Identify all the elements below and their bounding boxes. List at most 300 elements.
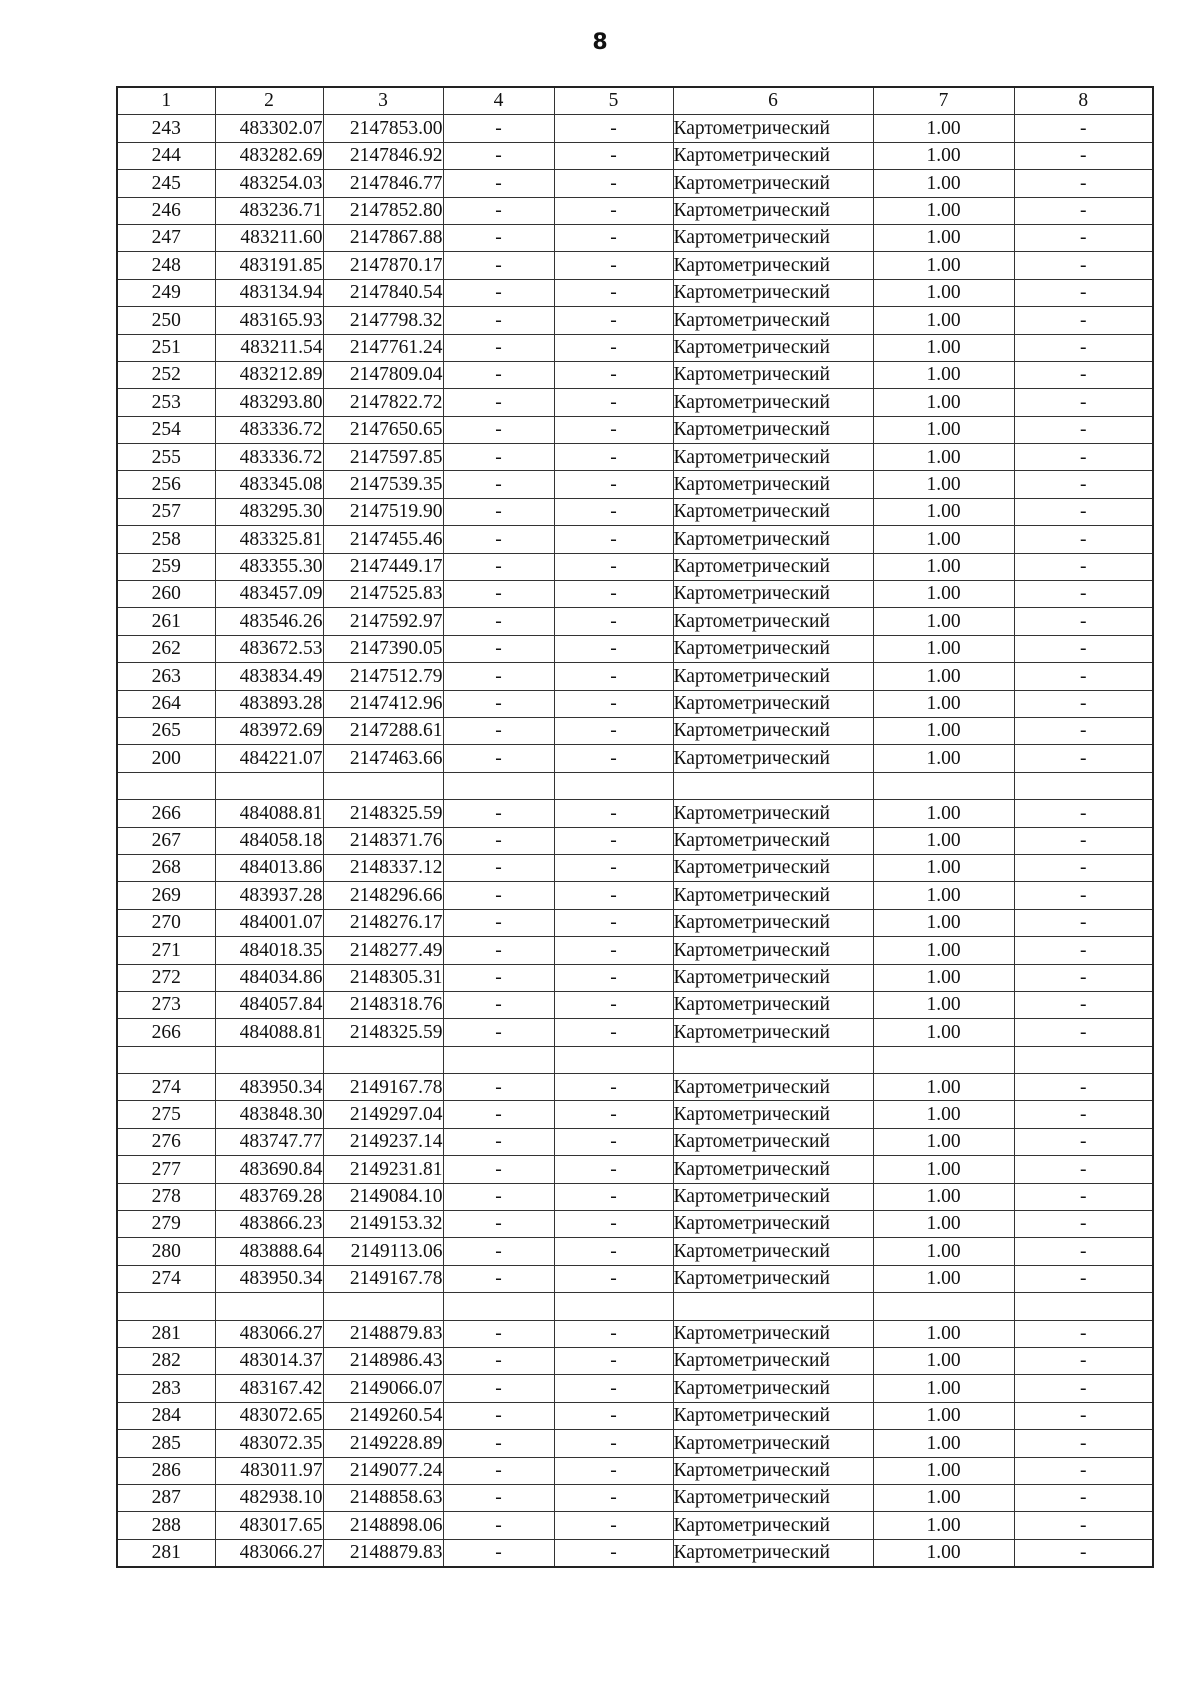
col4-cell: - [443, 800, 554, 827]
point-number-cell: 257 [117, 498, 215, 525]
method-cell: Картометрический [673, 1019, 873, 1046]
col8-cell: - [1014, 416, 1153, 443]
y-coordinate-cell: 2147867.88 [323, 224, 443, 251]
table-row [117, 1347, 1153, 1374]
point-number-cell: 250 [117, 307, 215, 334]
col5-cell: - [554, 690, 673, 717]
method-cell: Картометрический [673, 1402, 873, 1429]
col8-cell: - [1014, 964, 1153, 991]
table-row [117, 197, 1153, 224]
y-coordinate-cell: 2148337.12 [323, 854, 443, 881]
y-coordinate-cell: 2149297.04 [323, 1101, 443, 1128]
col8-cell: - [1014, 1074, 1153, 1101]
point-number-cell: 200 [117, 745, 215, 772]
table-row [117, 1265, 1153, 1292]
accuracy-cell: 1.00 [873, 745, 1014, 772]
col5-cell: - [554, 1183, 673, 1210]
col5-cell: - [554, 1375, 673, 1402]
col8-cell [1014, 772, 1153, 799]
point-number-cell: 258 [117, 526, 215, 553]
method-cell: Картометрический [673, 142, 873, 169]
accuracy-cell: 1.00 [873, 361, 1014, 388]
method-cell: Картометрический [673, 882, 873, 909]
col8-cell: - [1014, 1347, 1153, 1374]
y-coordinate-cell: 2148296.66 [323, 882, 443, 909]
col4-cell: - [443, 1402, 554, 1429]
col4-cell: - [443, 389, 554, 416]
col4-cell: - [443, 224, 554, 251]
accuracy-cell: 1.00 [873, 471, 1014, 498]
x-coordinate-cell: 483747.77 [215, 1128, 323, 1155]
method-cell: Картометрический [673, 224, 873, 251]
col5-cell: - [554, 142, 673, 169]
col8-cell: - [1014, 581, 1153, 608]
col4-cell: - [443, 964, 554, 991]
x-coordinate-cell: 483336.72 [215, 416, 323, 443]
col8-cell: - [1014, 663, 1153, 690]
method-cell: Картометрический [673, 1156, 873, 1183]
col5-cell: - [554, 389, 673, 416]
y-coordinate-cell: 2147761.24 [323, 334, 443, 361]
table-row [117, 909, 1153, 936]
col5-cell: - [554, 800, 673, 827]
x-coordinate-cell: 484034.86 [215, 964, 323, 991]
col8-cell: - [1014, 800, 1153, 827]
method-cell: Картометрический [673, 334, 873, 361]
col8-cell: - [1014, 1484, 1153, 1511]
col8-cell: - [1014, 307, 1153, 334]
x-coordinate-cell: 483072.35 [215, 1430, 323, 1457]
point-number-cell: 281 [117, 1320, 215, 1347]
point-number-cell: 274 [117, 1265, 215, 1292]
y-coordinate-cell: 2147412.96 [323, 690, 443, 717]
col5-cell: - [554, 444, 673, 471]
accuracy-cell: 1.00 [873, 1512, 1014, 1539]
y-coordinate-cell: 2147288.61 [323, 717, 443, 744]
accuracy-cell: 1.00 [873, 553, 1014, 580]
table-row [117, 882, 1153, 909]
col4-cell: - [443, 553, 554, 580]
col4-cell: - [443, 663, 554, 690]
x-coordinate-cell: 483893.28 [215, 690, 323, 717]
x-coordinate-cell: 483972.69 [215, 717, 323, 744]
col4-cell: - [443, 745, 554, 772]
col4-cell: - [443, 115, 554, 142]
method-cell: Картометрический [673, 1347, 873, 1374]
method-cell: Картометрический [673, 471, 873, 498]
table-row [117, 1375, 1153, 1402]
table-row [117, 1156, 1153, 1183]
col8-cell: - [1014, 937, 1153, 964]
col4-cell: - [443, 991, 554, 1018]
col8-cell: - [1014, 1101, 1153, 1128]
y-coordinate-cell: 2148858.63 [323, 1484, 443, 1511]
col8-cell: - [1014, 1457, 1153, 1484]
accuracy-cell [873, 1046, 1014, 1073]
table-row [117, 1484, 1153, 1511]
table-row [117, 690, 1153, 717]
x-coordinate-cell: 483888.64 [215, 1238, 323, 1265]
accuracy-cell: 1.00 [873, 1457, 1014, 1484]
y-coordinate-cell: 2149237.14 [323, 1128, 443, 1155]
method-cell: Картометрический [673, 581, 873, 608]
col8-cell: - [1014, 1238, 1153, 1265]
x-coordinate-cell: 483336.72 [215, 444, 323, 471]
col4-cell: - [443, 690, 554, 717]
method-cell: Картометрический [673, 526, 873, 553]
col8-cell: - [1014, 882, 1153, 909]
accuracy-cell: 1.00 [873, 608, 1014, 635]
point-number-cell: 264 [117, 690, 215, 717]
col8-cell: - [1014, 909, 1153, 936]
x-coordinate-cell: 483212.89 [215, 361, 323, 388]
y-coordinate-cell: 2147519.90 [323, 498, 443, 525]
col5-cell: - [554, 416, 673, 443]
method-cell: Картометрический [673, 608, 873, 635]
accuracy-cell: 1.00 [873, 827, 1014, 854]
point-number-cell: 271 [117, 937, 215, 964]
y-coordinate-cell: 2147455.46 [323, 526, 443, 553]
column-header: 4 [443, 87, 554, 115]
col5-cell: - [554, 991, 673, 1018]
col4-cell: - [443, 1128, 554, 1155]
method-cell: Картометрический [673, 389, 873, 416]
col8-cell: - [1014, 1019, 1153, 1046]
method-cell: Картометрический [673, 1430, 873, 1457]
table-row [117, 581, 1153, 608]
column-header: 8 [1014, 87, 1153, 115]
table-row [117, 1457, 1153, 1484]
point-number-cell: 245 [117, 170, 215, 197]
point-number-cell: 262 [117, 635, 215, 662]
x-coordinate-cell: 483072.65 [215, 1402, 323, 1429]
y-coordinate-cell: 2149260.54 [323, 1402, 443, 1429]
point-number-cell: 249 [117, 279, 215, 306]
x-coordinate-cell: 483866.23 [215, 1211, 323, 1238]
x-coordinate-cell: 483345.08 [215, 471, 323, 498]
column-header: 7 [873, 87, 1014, 115]
table-row [117, 1402, 1153, 1429]
x-coordinate-cell: 483834.49 [215, 663, 323, 690]
col8-cell: - [1014, 1128, 1153, 1155]
y-coordinate-cell [323, 1046, 443, 1073]
accuracy-cell: 1.00 [873, 334, 1014, 361]
table-row [117, 142, 1153, 169]
y-coordinate-cell: 2148898.06 [323, 1512, 443, 1539]
accuracy-cell: 1.00 [873, 882, 1014, 909]
col5-cell [554, 772, 673, 799]
col8-cell: - [1014, 991, 1153, 1018]
method-cell: Картометрический [673, 663, 873, 690]
x-coordinate-cell: 483134.94 [215, 279, 323, 306]
point-number-cell: 259 [117, 553, 215, 580]
table-row [117, 1238, 1153, 1265]
y-coordinate-cell: 2148879.83 [323, 1539, 443, 1567]
col4-cell: - [443, 197, 554, 224]
col5-cell: - [554, 1457, 673, 1484]
col5-cell: - [554, 635, 673, 662]
y-coordinate-cell: 2149167.78 [323, 1265, 443, 1292]
x-coordinate-cell: 483211.54 [215, 334, 323, 361]
point-number-cell: 248 [117, 252, 215, 279]
point-number-cell: 278 [117, 1183, 215, 1210]
y-coordinate-cell: 2147525.83 [323, 581, 443, 608]
method-cell: Картометрический [673, 1484, 873, 1511]
col4-cell: - [443, 1101, 554, 1128]
x-coordinate-cell: 484013.86 [215, 854, 323, 881]
table-row [117, 498, 1153, 525]
y-coordinate-cell: 2147449.17 [323, 553, 443, 580]
col5-cell: - [554, 854, 673, 881]
col8-cell: - [1014, 526, 1153, 553]
col5-cell: - [554, 1074, 673, 1101]
accuracy-cell: 1.00 [873, 416, 1014, 443]
accuracy-cell: 1.00 [873, 1183, 1014, 1210]
col5-cell: - [554, 553, 673, 580]
col8-cell [1014, 1046, 1153, 1073]
y-coordinate-cell: 2147390.05 [323, 635, 443, 662]
header-row [117, 87, 1153, 115]
col5-cell: - [554, 498, 673, 525]
method-cell: Картометрический [673, 991, 873, 1018]
y-coordinate-cell: 2147840.54 [323, 279, 443, 306]
accuracy-cell: 1.00 [873, 717, 1014, 744]
accuracy-cell: 1.00 [873, 1238, 1014, 1265]
point-number-cell: 276 [117, 1128, 215, 1155]
col4-cell: - [443, 1183, 554, 1210]
col5-cell: - [554, 1156, 673, 1183]
y-coordinate-cell: 2148986.43 [323, 1347, 443, 1374]
col8-cell: - [1014, 197, 1153, 224]
table-row [117, 471, 1153, 498]
col5-cell: - [554, 1101, 673, 1128]
column-header: 1 [117, 87, 215, 115]
method-cell: Картометрический [673, 416, 873, 443]
point-number-cell: 287 [117, 1484, 215, 1511]
table-row [117, 1101, 1153, 1128]
point-number-cell: 255 [117, 444, 215, 471]
col4-cell: - [443, 416, 554, 443]
table-row [117, 635, 1153, 662]
y-coordinate-cell: 2148277.49 [323, 937, 443, 964]
y-coordinate-cell: 2147846.77 [323, 170, 443, 197]
table-row [117, 1183, 1153, 1210]
y-coordinate-cell: 2147539.35 [323, 471, 443, 498]
y-coordinate-cell: 2148371.76 [323, 827, 443, 854]
y-coordinate-cell: 2147870.17 [323, 252, 443, 279]
col4-cell [443, 772, 554, 799]
table-row [117, 279, 1153, 306]
x-coordinate-cell: 484088.81 [215, 800, 323, 827]
col4-cell: - [443, 1320, 554, 1347]
y-coordinate-cell: 2147597.85 [323, 444, 443, 471]
x-coordinate-cell: 483293.80 [215, 389, 323, 416]
x-coordinate-cell: 484221.07 [215, 745, 323, 772]
method-cell: Картометрический [673, 197, 873, 224]
col8-cell: - [1014, 1156, 1153, 1183]
y-coordinate-cell: 2148276.17 [323, 909, 443, 936]
x-coordinate-cell: 483282.69 [215, 142, 323, 169]
col8-cell: - [1014, 1402, 1153, 1429]
x-coordinate-cell: 483236.71 [215, 197, 323, 224]
col8-cell: - [1014, 471, 1153, 498]
x-coordinate-cell: 483211.60 [215, 224, 323, 251]
col5-cell: - [554, 663, 673, 690]
accuracy-cell: 1.00 [873, 526, 1014, 553]
x-coordinate-cell: 483950.34 [215, 1265, 323, 1292]
col5-cell: - [554, 1347, 673, 1374]
point-number-cell: 281 [117, 1539, 215, 1567]
x-coordinate-cell: 484088.81 [215, 1019, 323, 1046]
method-cell: Картометрический [673, 909, 873, 936]
col4-cell [443, 1293, 554, 1320]
accuracy-cell: 1.00 [873, 1484, 1014, 1511]
point-number-cell: 282 [117, 1347, 215, 1374]
table-row [117, 827, 1153, 854]
table-row [117, 800, 1153, 827]
col4-cell: - [443, 1484, 554, 1511]
x-coordinate-cell: 483191.85 [215, 252, 323, 279]
col8-cell: - [1014, 334, 1153, 361]
table-row [117, 1430, 1153, 1457]
col5-cell: - [554, 1128, 673, 1155]
point-number-cell: 247 [117, 224, 215, 251]
point-number-cell: 263 [117, 663, 215, 690]
y-coordinate-cell: 2149228.89 [323, 1430, 443, 1457]
table-row [117, 1019, 1153, 1046]
col8-cell: - [1014, 170, 1153, 197]
point-number-cell: 279 [117, 1211, 215, 1238]
method-cell: Картометрический [673, 1128, 873, 1155]
table-row [117, 1074, 1153, 1101]
y-coordinate-cell: 2149231.81 [323, 1156, 443, 1183]
y-coordinate-cell: 2149113.06 [323, 1238, 443, 1265]
x-coordinate-cell: 483672.53 [215, 635, 323, 662]
col5-cell: - [554, 115, 673, 142]
method-cell: Картометрический [673, 1074, 873, 1101]
point-number-cell: 244 [117, 142, 215, 169]
col5-cell: - [554, 334, 673, 361]
accuracy-cell: 1.00 [873, 279, 1014, 306]
col8-cell: - [1014, 1211, 1153, 1238]
point-number-cell: 275 [117, 1101, 215, 1128]
col4-cell: - [443, 827, 554, 854]
col5-cell: - [554, 937, 673, 964]
x-coordinate-cell: 483937.28 [215, 882, 323, 909]
x-coordinate-cell: 483950.34 [215, 1074, 323, 1101]
method-cell: Картометрический [673, 1320, 873, 1347]
point-number-cell: 267 [117, 827, 215, 854]
method-cell: Картометрический [673, 800, 873, 827]
col4-cell: - [443, 1430, 554, 1457]
x-coordinate-cell: 483769.28 [215, 1183, 323, 1210]
y-coordinate-cell: 2149153.32 [323, 1211, 443, 1238]
accuracy-cell: 1.00 [873, 1074, 1014, 1101]
col8-cell: - [1014, 1183, 1153, 1210]
col5-cell: - [554, 1019, 673, 1046]
accuracy-cell: 1.00 [873, 1402, 1014, 1429]
col8-cell: - [1014, 690, 1153, 717]
table-row [117, 663, 1153, 690]
column-header: 6 [673, 87, 873, 115]
y-coordinate-cell: 2149066.07 [323, 1375, 443, 1402]
y-coordinate-cell: 2148879.83 [323, 1320, 443, 1347]
method-cell: Картометрический [673, 1512, 873, 1539]
method-cell [673, 772, 873, 799]
table-row [117, 553, 1153, 580]
accuracy-cell: 1.00 [873, 1430, 1014, 1457]
y-coordinate-cell: 2148325.59 [323, 1019, 443, 1046]
y-coordinate-cell: 2147592.97 [323, 608, 443, 635]
point-number-cell: 272 [117, 964, 215, 991]
col4-cell: - [443, 882, 554, 909]
accuracy-cell: 1.00 [873, 307, 1014, 334]
col5-cell: - [554, 279, 673, 306]
point-number-cell: 253 [117, 389, 215, 416]
col4-cell: - [443, 1265, 554, 1292]
point-number-cell: 284 [117, 1402, 215, 1429]
col5-cell: - [554, 471, 673, 498]
page-number: 8 [592, 30, 608, 55]
method-cell [673, 1046, 873, 1073]
col8-cell: - [1014, 717, 1153, 744]
y-coordinate-cell: 2147846.92 [323, 142, 443, 169]
point-number-cell: 243 [117, 115, 215, 142]
accuracy-cell: 1.00 [873, 1375, 1014, 1402]
col4-cell: - [443, 1211, 554, 1238]
col4-cell: - [443, 361, 554, 388]
accuracy-cell: 1.00 [873, 964, 1014, 991]
point-number-cell: 274 [117, 1074, 215, 1101]
method-cell: Картометрический [673, 635, 873, 662]
point-number-cell: 246 [117, 197, 215, 224]
col5-cell: - [554, 307, 673, 334]
method-cell: Картометрический [673, 279, 873, 306]
point-number-cell: 288 [117, 1512, 215, 1539]
table-row [117, 1046, 1153, 1073]
col5-cell: - [554, 827, 673, 854]
accuracy-cell: 1.00 [873, 115, 1014, 142]
accuracy-cell: 1.00 [873, 1019, 1014, 1046]
col8-cell: - [1014, 1265, 1153, 1292]
table-row [117, 717, 1153, 744]
point-number-cell: 283 [117, 1375, 215, 1402]
x-coordinate-cell: 483254.03 [215, 170, 323, 197]
col4-cell: - [443, 334, 554, 361]
col5-cell [554, 1046, 673, 1073]
point-number-cell: 280 [117, 1238, 215, 1265]
x-coordinate-cell: 483014.37 [215, 1347, 323, 1374]
method-cell: Картометрический [673, 498, 873, 525]
col5-cell: - [554, 1512, 673, 1539]
method-cell: Картометрический [673, 937, 873, 964]
col5-cell [554, 1293, 673, 1320]
accuracy-cell [873, 1293, 1014, 1320]
table-row [117, 854, 1153, 881]
table-row [117, 1128, 1153, 1155]
table-row [117, 991, 1153, 1018]
col4-cell: - [443, 581, 554, 608]
method-cell: Картометрический [673, 115, 873, 142]
point-number-cell: 277 [117, 1156, 215, 1183]
y-coordinate-cell: 2147853.00 [323, 115, 443, 142]
col4-cell: - [443, 444, 554, 471]
col4-cell: - [443, 1019, 554, 1046]
column-header: 2 [215, 87, 323, 115]
table-row [117, 416, 1153, 443]
col4-cell [443, 1046, 554, 1073]
x-coordinate-cell: 484001.07 [215, 909, 323, 936]
